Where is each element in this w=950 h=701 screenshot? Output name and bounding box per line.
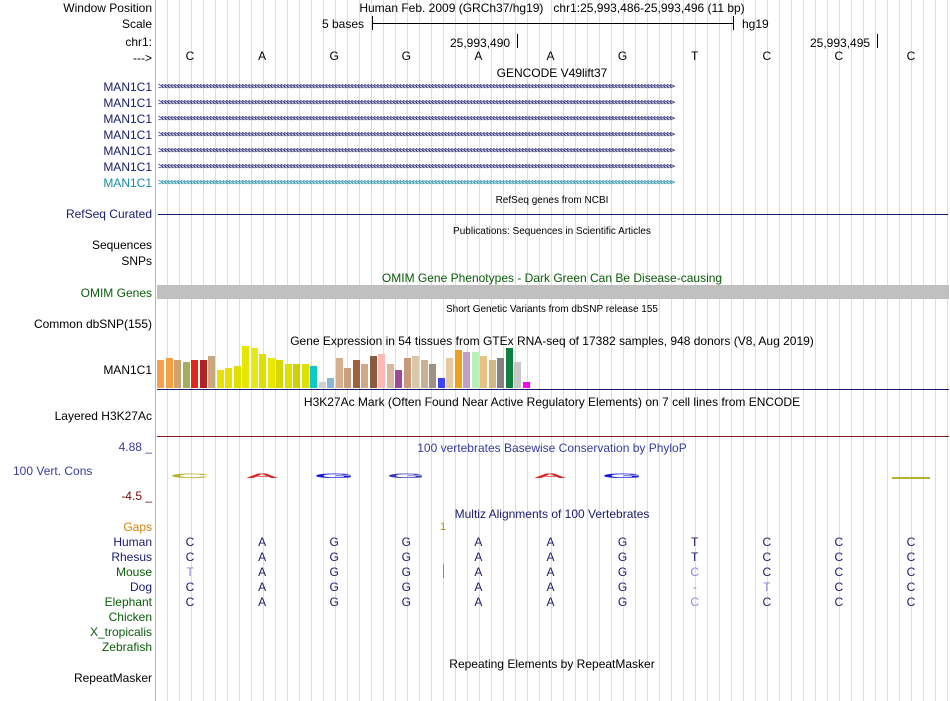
window-position-label: Window Position <box>63 1 152 15</box>
alignment-base: A <box>258 550 267 564</box>
alignment-base: A <box>258 580 267 594</box>
alignment-base: A <box>546 565 555 579</box>
alignment-base: G <box>401 535 411 549</box>
conservation-logo-letter: A <box>533 472 569 480</box>
reference-base: A <box>474 49 483 63</box>
gencode-transcript-label[interactable]: MAN1C1 <box>103 96 152 110</box>
gencode-transcript-label[interactable]: MAN1C1 <box>103 112 152 126</box>
omim-track-title: OMIM Gene Phenotypes - Dark Green Can Be Disease-causing <box>381 271 723 285</box>
alignment-base: C <box>834 550 844 564</box>
alignment-base: G <box>329 535 339 549</box>
gencode-transcript-label[interactable]: MAN1C1 <box>103 176 152 190</box>
alignment-base: G <box>329 580 339 594</box>
alignment-base: A <box>546 535 555 549</box>
alignment-base: C <box>834 565 844 579</box>
multiz-species-label[interactable]: Zebrafish <box>101 640 152 654</box>
alignment-base: A <box>474 550 483 564</box>
gencode-transcript-line[interactable]: >>>>>>>>>>>>>>>>>>>>>>>>>>>>>>>>>>>>>>>>>>>>>>>>>>>>>>>>>>>>>>>>>>>>>>>>>>>>>>>>>>>>>>>>>>>>>>>>>>>>>>>>>>>>>>>>>>>>>>>>>>>>>>>>>>>>>>>>>>>>>>>>>>>>>>>>>>>>>>>> <box>158 163 673 171</box>
alignment-base: C <box>834 595 844 609</box>
h3k27ac-track-title: H3K27Ac Mark (Often Found Near Active Regulatory Elements) on 7 cell lines from ENCODE <box>303 395 801 409</box>
alignment-base: G <box>617 580 628 594</box>
multiz-species-label[interactable]: X_tropicalis <box>89 625 152 639</box>
alignment-base: C <box>690 595 700 609</box>
db-text: hg19 <box>742 17 769 31</box>
alignment-base: A <box>546 595 555 609</box>
alignment-base: C <box>690 565 700 579</box>
scale-text: 5 bases <box>322 17 365 31</box>
repeatmasker-label[interactable]: RepeatMasker <box>73 671 152 685</box>
gencode-transcript-line[interactable]: >>>>>>>>>>>>>>>>>>>>>>>>>>>>>>>>>>>>>>>>>>>>>>>>>>>>>>>>>>>>>>>>>>>>>>>>>>>>>>>>>>>>>>>>>>>>>>>>>>>>>>>>>>>>>>>>>>>>>>>>>>>>>>>>>>>>>>>>>>>>>>>>>>>>>>>>>>>>>>>> <box>158 147 673 155</box>
gap-marker: 1 <box>440 521 447 533</box>
gencode-transcript-label[interactable]: MAN1C1 <box>103 160 152 174</box>
alignment-base: G <box>329 550 339 564</box>
alignment-base: C <box>762 550 772 564</box>
alignment-base: C <box>834 580 844 594</box>
reference-base: C <box>762 49 772 63</box>
conservation-label[interactable]: 100 Vert. Cons <box>13 464 93 478</box>
gencode-transcript-line[interactable]: >>>>>>>>>>>>>>>>>>>>>>>>>>>>>>>>>>>>>>>>>>>>>>>>>>>>>>>>>>>>>>>>>>>>>>>>>>>>>>>>>>>>>>>>>>>>>>>>>>>>>>>>>>>>>>>>>>>>>>>>>>>>>>>>>>>>>>>>>>>>>>>>>>>>>>>>>>>>>>>> <box>158 131 673 139</box>
alignment-base: A <box>258 595 267 609</box>
alignment-base: A <box>546 580 555 594</box>
reference-base: C <box>906 49 916 63</box>
alignment-base: C <box>185 535 195 549</box>
alignment-base: G <box>617 565 628 579</box>
alignment-base: A <box>546 550 555 564</box>
alignment-base: C <box>834 535 844 549</box>
multiz-gaps-label[interactable]: Gaps <box>123 520 152 534</box>
alignment-base: T <box>691 535 699 549</box>
multiz-species-label[interactable]: Dog <box>129 580 152 594</box>
alignment-base: G <box>329 565 339 579</box>
coordinate-tick-1: 25,993,490 <box>450 36 511 50</box>
reference-base: G <box>401 49 411 63</box>
reference-base: G <box>329 49 339 63</box>
alignment-base: A <box>258 535 267 549</box>
gencode-track-title: GENCODE V49lift37 <box>496 66 608 80</box>
gencode-transcript-line[interactable]: >>>>>>>>>>>>>>>>>>>>>>>>>>>>>>>>>>>>>>>>>>>>>>>>>>>>>>>>>>>>>>>>>>>>>>>>>>>>>>>>>>>>>>>>>>>>>>>>>>>>>>>>>>>>>>>>>>>>>>>>>>>>>>>>>>>>>>>>>>>>>>>>>>>>>>>>>>>>>>>> <box>158 179 673 187</box>
alignment-base: C <box>762 595 772 609</box>
alignment-base: A <box>474 580 483 594</box>
multiz-species-label[interactable]: Human <box>113 535 152 549</box>
dbsnp-track-title: Short Genetic Variants from dbSNP release 155 <box>446 304 658 315</box>
alignment-base: T <box>186 565 194 579</box>
alignment-base: T <box>763 580 771 594</box>
alignment-base: G <box>617 595 628 609</box>
alignment-base: A <box>474 565 483 579</box>
multiz-species-label[interactable]: Rhesus <box>111 550 152 564</box>
conservation-logo-letter: G <box>314 472 354 480</box>
assembly-position-text: Human Feb. 2009 (GRCh37/hg19) chr1:25,993,486-25,993,496 (11 bp) <box>359 1 745 15</box>
gencode-transcript-line[interactable]: >>>>>>>>>>>>>>>>>>>>>>>>>>>>>>>>>>>>>>>>>>>>>>>>>>>>>>>>>>>>>>>>>>>>>>>>>>>>>>>>>>>>>>>>>>>>>>>>>>>>>>>>>>>>>>>>>>>>>>>>>>>>>>>>>>>>>>>>>>>>>>>>>>>>>>>>>>>>>>>> <box>158 115 673 123</box>
reference-base: C <box>834 49 844 63</box>
alignment-base: A <box>258 565 267 579</box>
alignment-base: G <box>401 595 411 609</box>
scale-label: Scale <box>121 17 152 31</box>
alignment-base: C <box>906 580 916 594</box>
conservation-logo-letter: A <box>245 472 281 480</box>
alignment-base: G <box>329 595 339 609</box>
gencode-transcript-label[interactable]: MAN1C1 <box>103 80 152 94</box>
repeatmasker-track-title: Repeating Elements by RepeatMasker <box>449 657 655 671</box>
strand-label: ---> <box>133 51 152 65</box>
gencode-transcript-label[interactable]: MAN1C1 <box>103 144 152 158</box>
conservation-logo-letter: C <box>170 472 212 480</box>
alignment-base: G <box>401 550 411 564</box>
gencode-transcript-label[interactable]: MAN1C1 <box>103 128 152 142</box>
refseq-label[interactable]: RefSeq Curated <box>65 207 152 221</box>
reference-base: A <box>258 49 267 63</box>
alignment-base: G <box>617 550 628 564</box>
conservation-track-title: 100 vertebrates Basewise Conservation by PhyloP <box>417 441 687 455</box>
refseq-track-title: RefSeq genes from NCBI <box>495 195 609 206</box>
publications-snps-label[interactable]: SNPs <box>121 254 152 268</box>
multiz-track-title: Multiz Alignments of 100 Vertebrates <box>454 507 650 521</box>
alignment-base: C <box>906 595 916 609</box>
h3k27ac-label[interactable]: Layered H3K27Ac <box>54 409 152 423</box>
conservation-logo-letter: G <box>387 472 426 480</box>
omim-label[interactable]: OMIM Genes <box>80 286 152 300</box>
alignment-base: A <box>474 595 483 609</box>
alignment-base: C <box>906 565 916 579</box>
reference-base: C <box>185 49 195 63</box>
alignment-base: C <box>185 580 195 594</box>
gencode-transcript-line[interactable]: >>>>>>>>>>>>>>>>>>>>>>>>>>>>>>>>>>>>>>>>>>>>>>>>>>>>>>>>>>>>>>>>>>>>>>>>>>>>>>>>>>>>>>>>>>>>>>>>>>>>>>>>>>>>>>>>>>>>>>>>>>>>>>>>>>>>>>>>>>>>>>>>>>>>>>>>>>>>>>>> <box>158 99 673 107</box>
alignment-base: G <box>617 535 628 549</box>
coordinate-tick-2: 25,993,495 <box>810 36 871 50</box>
conservation-logo-letter: G <box>602 472 642 480</box>
publications-track-title: Publications: Sequences in Scientific Articles <box>453 226 651 237</box>
gtex-track-title: Gene Expression in 54 tissues from GTEx RNA-seq of 17382 samples, 948 donors (V8, Aug 2019) <box>290 334 814 348</box>
alignment-base: C <box>185 550 195 564</box>
dbsnp-label[interactable]: Common dbSNP(155) <box>33 317 152 331</box>
alignment-base: C <box>185 595 195 609</box>
mouse-gap-marker <box>443 564 444 578</box>
alignment-base: C <box>906 535 916 549</box>
alignment-base: T <box>691 550 699 564</box>
multiz-species-label[interactable]: Elephant <box>104 595 152 609</box>
publications-sequences-label[interactable]: Sequences <box>91 238 152 252</box>
alignment-base: G <box>401 580 411 594</box>
alignment-base: C <box>906 550 916 564</box>
chrom-label: chr1: <box>125 35 152 49</box>
alignment-base: C <box>762 565 772 579</box>
reference-base: T <box>691 49 699 63</box>
multiz-species-label[interactable]: Mouse <box>115 565 152 579</box>
gencode-transcript-line[interactable]: >>>>>>>>>>>>>>>>>>>>>>>>>>>>>>>>>>>>>>>>>>>>>>>>>>>>>>>>>>>>>>>>>>>>>>>>>>>>>>>>>>>>>>>>>>>>>>>>>>>>>>>>>>>>>>>>>>>>>>>>>>>>>>>>>>>>>>>>>>>>>>>>>>>>>>>>>>>>>>>> <box>158 83 673 91</box>
reference-base: A <box>546 49 555 63</box>
multiz-species-label[interactable]: Chicken <box>108 610 152 624</box>
alignment-base: G <box>401 565 411 579</box>
alignment-base: - <box>692 580 697 594</box>
alignment-base: A <box>474 535 483 549</box>
reference-base: G <box>617 49 628 63</box>
conservation-max-label: 4.88 _ <box>118 440 152 454</box>
alignment-base: C <box>762 535 772 549</box>
gtex-label[interactable]: MAN1C1 <box>103 363 152 377</box>
conservation-min-label: -4.5 _ <box>121 489 152 503</box>
